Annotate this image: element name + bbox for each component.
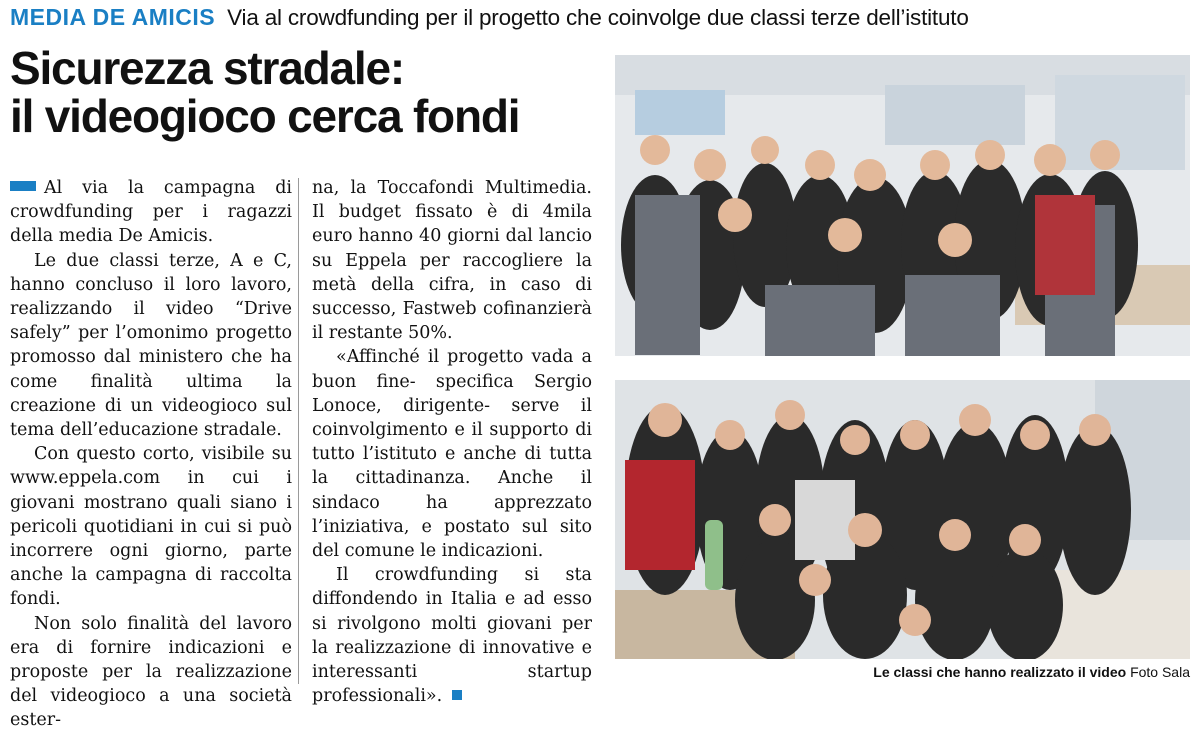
column-divider — [298, 178, 299, 684]
article-column-2 — [312, 176, 592, 708]
group-photo-illustration — [615, 55, 1190, 356]
photo-caption — [873, 664, 1190, 680]
article-column-1 — [10, 176, 292, 733]
headline — [10, 44, 610, 140]
group-photo-illustration — [615, 380, 1190, 659]
class-photo-top — [615, 55, 1190, 356]
class-photo-bottom — [615, 380, 1190, 659]
paragraph-3: Con questo corto, visibile su www.eppela.com in cui i giovani mostrano quali siano i pericoli quotidiani in cui si può incorrere ogni giorno, parte anche la campagna di raccolta fondi. — [10, 444, 292, 610]
paragraph-1 — [10, 176, 292, 249]
caption-text: Le classi che hanno realizzato il video — [873, 664, 1127, 680]
lead-bullet-icon — [10, 181, 36, 191]
paragraph-5: na, la Toccafondi Multimedia. Il budget fissato è di 4mila euro hanno 40 giorni dal lancio su Eppela per raccogliere la metà della cifra, in caso di successo, Fastweb cofinanzierà il restante 50%. — [312, 178, 592, 344]
paragraph-7-text: Il crowdfunding si sta diffondendo in Italia e ad esso si rivolgono molti giovani per la realizzazione di innovative e interessanti startup professionali». — [312, 565, 592, 707]
section-tag: MEDIA DE AMICIS — [10, 4, 216, 30]
kicker — [10, 4, 1195, 36]
paragraph-4: Non solo finalità del lavoro era di fornire indicazioni e proposte per la realizzazione del videogioco a una società ester- — [10, 613, 292, 731]
paragraph-6: «Affinché il progetto vada a buon fine- specifica Sergio Lonoce, dirigente- serve il coinvolgimento e il supporto di tutto l’istituto e anche di tutta la cittadinanza. Anche il sindaco ha apprezzato l’iniziativa, e postato sul sito del comune le indicazioni. — [312, 347, 592, 562]
headline-line-2: il videogioco cerca fondi — [10, 90, 520, 142]
subheadline: Via al crowdfunding per il progetto che coinvolge due classi terze dell’istituto — [227, 5, 969, 30]
paragraph-1-text: Al via la campagna di crowdfunding per i ragazzi della media De Amicis. — [10, 178, 292, 247]
end-mark-icon — [452, 690, 462, 700]
photo-credit: Foto Sala — [1130, 664, 1190, 680]
paragraph-7 — [312, 563, 592, 708]
paragraph-2: Le due classi terze, A e C, hanno concluso il loro lavoro, realizzando il video “Drive safely” per l’omonimo progetto promosso dal ministero che ha come finalità ultima la creazione di un videogioco sul tema dell’educazione stradale. — [10, 250, 292, 441]
headline-line-1: Sicurezza stradale: — [10, 42, 404, 94]
